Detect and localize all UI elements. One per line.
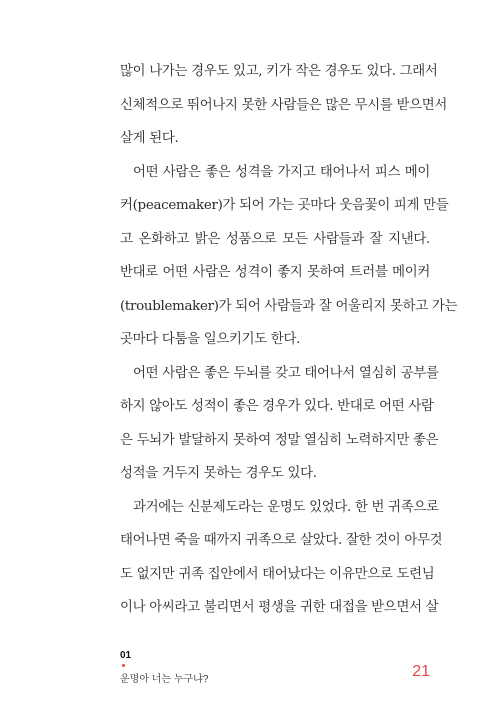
- body-text: [120, 55, 458, 625]
- text-line: 하지 않아도 성적이 좋은 경우가 있다. 반대로 어떤 사람: [120, 399, 434, 414]
- chapter-title: 운명아 너는 누구냐?: [120, 674, 209, 685]
- text-line: (troublemaker)가 되어 사람들과 잘 어울리지 못하고 가는: [120, 298, 458, 314]
- text-line: 도 없지만 귀족 집안에서 태어났다는 이유만으로 도련님: [120, 566, 435, 582]
- text-line: 고 온화하고 밝은 성품으로 모든 사람들과 잘 지낸다.: [120, 231, 430, 247]
- text-line: 과거에는 신분제도라는 운명도 있었다. 한 번 귀족으로: [133, 499, 439, 515]
- text-line: 태어나면 죽을 때까지 귀족으로 살았다. 잘한 것이 아무것: [120, 533, 443, 548]
- text-line: 커(peacemaker)가 되어 가는 곳마다 웃음꽃이 피게 만들: [120, 198, 449, 213]
- page-footer: [120, 650, 430, 690]
- chapter-dot-icon: [122, 664, 125, 667]
- text-line: 성적을 거두지 못하는 경우도 있다.: [120, 466, 317, 481]
- chapter-number: 01: [120, 650, 132, 661]
- text-line: 신체적으로 뛰어나지 못한 사람들은 많은 무시를 받으면서: [120, 97, 447, 113]
- text-line: 은 두뇌가 발달하지 못하여 정말 열심히 노력하지만 좋은: [120, 432, 439, 448]
- text-line: 곳마다 다툼을 일으키기도 한다.: [120, 332, 301, 347]
- text-line: 어떤 사람은 좋은 성격을 가지고 태어나서 피스 메이: [133, 164, 430, 180]
- text-line: 어떤 사람은 좋은 두뇌를 갖고 태어나서 열심히 공부를: [133, 365, 439, 381]
- text-line: 반대로 어떤 사람은 성격이 좋지 못하여 트러블 메이커: [120, 265, 430, 280]
- text-line: 이나 아씨라고 불리면서 평생을 귀한 대접을 받으면서 살: [120, 600, 439, 615]
- text-line: 살게 된다.: [120, 131, 179, 146]
- text-line: 많이 나가는 경우도 있고, 키가 작은 경우도 있다. 그래서: [120, 64, 438, 79]
- page-number: 21: [412, 663, 430, 680]
